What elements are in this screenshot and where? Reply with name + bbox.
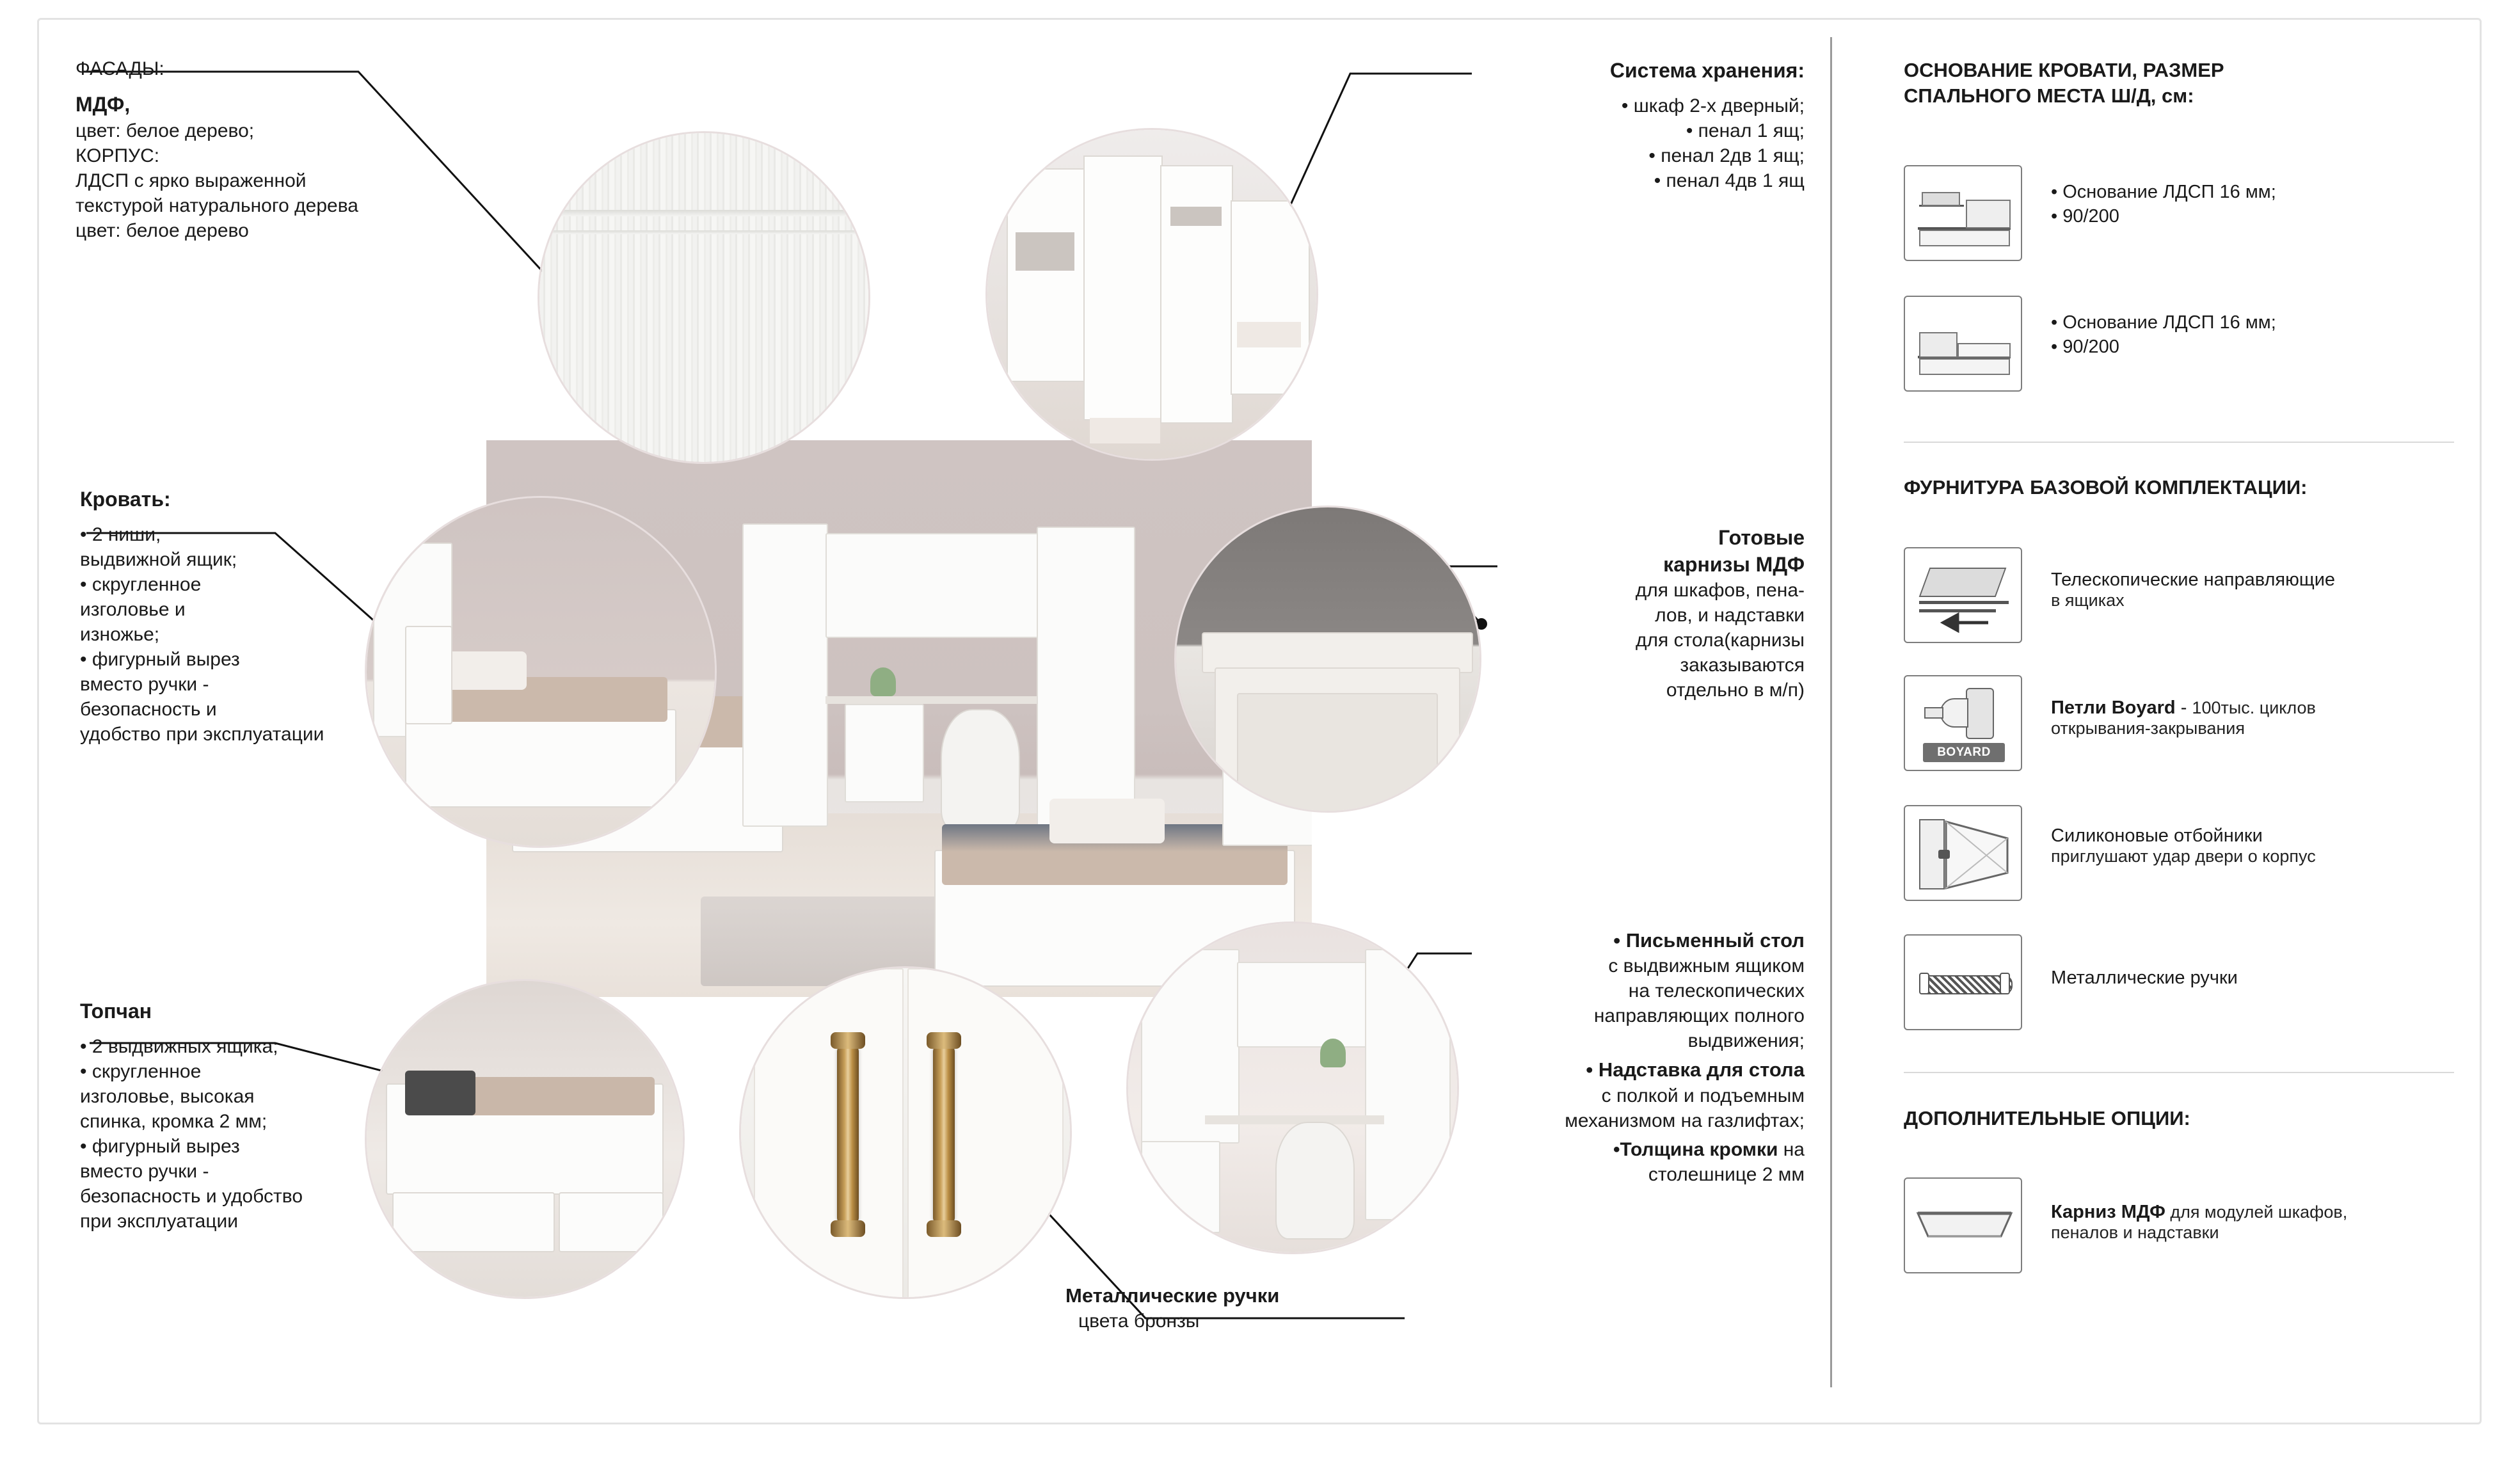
- bed-item-8: удобство при эксплуатации: [80, 723, 324, 745]
- facades-line-2: КОРПУС:: [76, 145, 160, 166]
- divider-options: [1904, 1072, 2454, 1073]
- desk-line-1-0: с выдвижным ящиком: [1608, 955, 1805, 977]
- desk-title-3: •Толщина кромки: [1613, 1138, 1778, 1160]
- hardware-3-bold: Металлические ручки: [2051, 968, 2238, 988]
- topchan-item-1: • скругленное: [80, 1060, 202, 1082]
- cornices-line-4: отдельно в м/п): [1666, 680, 1805, 701]
- base-item-1-text: [2051, 311, 2448, 359]
- bed-with-drawer-icon: [1904, 165, 2022, 261]
- cornices-line-0: для шкафов, пена-: [1635, 580, 1805, 602]
- facades-title: ФАСАДЫ:: [76, 58, 164, 79]
- storage-item-3: • пенал 4дв 1 ящ: [1654, 170, 1805, 191]
- base-title-line2: СПАЛЬНОГО МЕСТА Ш/Д, см:: [1904, 84, 2194, 108]
- storage-title: Система хранения:: [1609, 59, 1805, 82]
- metal-handle-icon: [1904, 934, 2022, 1030]
- handles-block: [1065, 1283, 1462, 1334]
- option-0-rest: для модулей шкафов,: [2165, 1202, 2348, 1222]
- desk-title-2: • Надставка для стола: [1586, 1058, 1805, 1081]
- base-item-0-line-1: • 90/200: [2051, 205, 2119, 227]
- bed-item-4: изножье;: [80, 623, 160, 645]
- facades-line-1: цвет: белое дерево;: [76, 120, 255, 141]
- desk-line-2-1: механизмом на газлифтах;: [1565, 1110, 1805, 1131]
- door-bumper-icon: [1904, 805, 2022, 901]
- base-item-0-line-0: • Основание ЛДСП 16 мм;: [2051, 182, 2276, 202]
- desk-line-2-0: с полкой и подъемным: [1601, 1085, 1805, 1106]
- topchan-title: Топчан: [80, 1000, 152, 1023]
- topchan-item-3: спинка, кромка 2 мм;: [80, 1110, 267, 1132]
- hardware-1-text: [2051, 698, 2499, 738]
- cornice-icon: [1904, 1177, 2022, 1273]
- bed-block: [80, 486, 477, 747]
- hardware-1-rest: 100тыс. циклов: [2192, 698, 2316, 717]
- cornices-line-3: заказываются: [1680, 655, 1805, 676]
- desk-line-1-3: выдвижения;: [1687, 1030, 1805, 1052]
- desk-line-1-1: на телескопических: [1628, 980, 1805, 1002]
- option-0-bold: Карниз МДФ: [2051, 1202, 2165, 1222]
- daybed-icon: [1904, 296, 2022, 392]
- topchan-item-5: вместо ручки -: [80, 1160, 209, 1182]
- base-title: [1904, 58, 2454, 109]
- hardware-1-sub: открывания-закрывания: [2051, 719, 2245, 738]
- topchan-item-2: изголовье, высокая: [80, 1085, 255, 1107]
- hardware-0-sub: в ящиках: [2051, 591, 2125, 610]
- storage-item-0: • шкаф 2-х дверный;: [1621, 95, 1805, 116]
- topchan-item-7: при эксплуатации: [80, 1210, 239, 1232]
- bed-item-7: безопасность и: [80, 698, 217, 720]
- bed-item-0: • 2 ниши,: [80, 523, 161, 545]
- base-item-1-line-1: • 90/200: [2051, 336, 2119, 357]
- bed-title: Кровать:: [80, 488, 171, 511]
- storage-item-1: • пенал 1 ящ;: [1686, 120, 1805, 141]
- topchan-item-4: • фигурный вырез: [80, 1135, 240, 1157]
- base-item-0-text: [2051, 180, 2448, 228]
- hardware-2-bold: Силиконовые отбойники: [2051, 825, 2263, 846]
- bed-item-6: вместо ручки -: [80, 673, 209, 695]
- hardware-2-sub: приглушают удар двери о корпус: [2051, 847, 2316, 866]
- facades-line-5: цвет: белое дерево: [76, 219, 249, 241]
- base-item-1-line-0: • Основание ЛДСП 16 мм;: [2051, 312, 2276, 333]
- desk-line-1-2: направляющих полного: [1593, 1005, 1805, 1027]
- options-title: ДОПОЛНИТЕЛЬНЫЕ ОПЦИИ:: [1904, 1107, 2190, 1129]
- circle-facade-texture: [538, 131, 870, 464]
- topchan-block: [80, 998, 515, 1234]
- facades-block: [76, 56, 511, 243]
- boyard-badge: BOYARD: [1923, 743, 2005, 762]
- facades-line-3: ЛДСП с ярко выраженной: [76, 170, 307, 191]
- handles-title: Металлические ручки: [1065, 1284, 1280, 1307]
- hardware-0-text: [2051, 570, 2486, 610]
- hardware-0-bold: Телескопические направляющие: [2051, 570, 2336, 590]
- storage-item-2: • пенал 2дв 1 ящ;: [1648, 145, 1805, 166]
- bed-item-5: • фигурный вырез: [80, 648, 240, 670]
- bed-item-2: • скругленное: [80, 573, 202, 595]
- base-title-line1: ОСНОВАНИЕ КРОВАТИ, РАЗМЕР: [1904, 59, 2224, 81]
- drawer-slide-icon: [1904, 547, 2022, 643]
- desk-line-3-0: столешнице 2 мм: [1648, 1163, 1805, 1185]
- desk-title-3-rest: на: [1778, 1138, 1805, 1160]
- handles-subtitle: цвета бронзы: [1078, 1311, 1200, 1332]
- hardware-1-bold: Петли Boyard: [2051, 698, 2176, 718]
- cornices-block: [1344, 525, 1805, 703]
- topchan-item-6: безопасность и удобство: [80, 1185, 303, 1207]
- divider-hardware: [1904, 442, 2454, 443]
- hardware-1-bold-tail: -: [2175, 698, 2192, 718]
- circle-handles: [739, 966, 1072, 1299]
- option-0-sub: пеналов и надставки: [2051, 1223, 2219, 1242]
- desk-block: [1331, 928, 1805, 1187]
- cornices-line-2: для стола(карнизы: [1636, 630, 1805, 651]
- cornices-line-1: лов, и надставки: [1655, 605, 1805, 626]
- topchan-item-0: • 2 выдвижных ящика;: [80, 1035, 278, 1057]
- desk-title-1: • Письменный стол: [1613, 929, 1805, 952]
- hardware-title: ФУРНИТУРА БАЗОВОЙ КОМПЛЕКТАЦИИ:: [1904, 476, 2308, 498]
- cornices-title-line1: Готовые: [1718, 526, 1805, 549]
- storage-block: [1216, 58, 1805, 193]
- cornices-title-line2: карнизы МДФ: [1663, 552, 1805, 576]
- facades-line-0: МДФ,: [76, 93, 131, 116]
- hinge-icon: [1904, 675, 2022, 771]
- option-0-text: [2051, 1202, 2499, 1243]
- hardware-2-text: [2051, 825, 2499, 866]
- hardware-3-text: [2051, 968, 2499, 989]
- bed-item-3: изголовье и: [80, 598, 186, 620]
- facades-line-4: текстурой натурального дерева: [76, 195, 358, 216]
- vertical-divider: [1830, 37, 1832, 1387]
- bed-item-1: выдвижной ящик;: [80, 548, 237, 570]
